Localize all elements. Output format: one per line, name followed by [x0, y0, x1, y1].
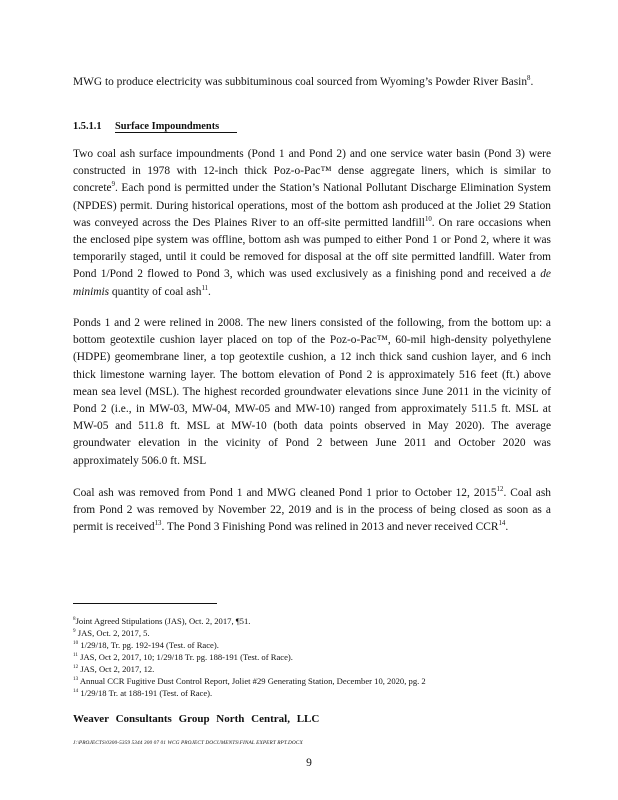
footnote-text: JAS, Oct 2, 2017, 12. [80, 664, 155, 674]
intro-text: MWG to produce electricity was subbituminous coal sourced from Wyoming’s Powder River Basin [73, 76, 528, 88]
footnote-ref: 14 [498, 520, 506, 528]
footnote-text: 1/29/18, Tr. pg. 192-194 (Test. of Race). [80, 640, 219, 650]
intro-paragraph: MWG to produce electricity was subbituminous coal sourced from Wyoming’s Powder River Basin$^8$. [73, 75, 534, 88]
footnote-14 [73, 687, 212, 699]
section-heading [73, 121, 237, 132]
paragraph-ponds-relining [73, 315, 551, 470]
footnote-number: 9 [73, 628, 76, 635]
footnote-number: 10 [73, 640, 79, 647]
footnote-number: 8 [73, 616, 76, 623]
p3-text-b: . Coal ash from Pond 2 was removed by November 22, 2019 and is in the process of being closed as soon as a permit is received [73, 487, 551, 534]
company-name: Weaver Consultants Group North Central, LLC [73, 713, 320, 725]
footnote-ref: 12 [496, 486, 504, 494]
footnote-ref: 10 [424, 216, 432, 224]
footnote-ref: 9 [111, 181, 115, 189]
footnote-number: 14 [73, 688, 79, 695]
footnote-separator [73, 603, 217, 604]
footnote-13 [73, 675, 426, 687]
footnote-8 [73, 615, 250, 627]
p1-text-a: Two coal ash surface impoundments (Pond 1 and Pond 2) and one service water basin (Pond 3) were constructed in 1978 with 12-inch thick Poz-o-Pac™ dense aggregate liners, which is similar to concrete [73, 148, 551, 195]
p3-text-c: . The Pond 3 Finishing Pond was relined in 2013 and never received CCR [161, 521, 499, 534]
footnote-number: 13 [73, 676, 79, 683]
footnote-ref: 13 [154, 520, 162, 528]
p2-text: Ponds 1 and 2 were relined in 2008. The new liners consisted of the following, from the bottom up: a bottom geotextile cushion layer placed on top of the Poz-o-Pac™, 60-mil high-density polyethylene (HDPE) geomembrane liner, a top geotextile cushion, a 12 inch thick sand cushion layer, and 6 inch thick limestone warning layer. The bottom elevation of Pond 2 is approximately 516 feet (ft.) above mean sea level (MSL). The highest recorded groundwater elevations since June 2011 in the vicinity of Pond 2 (i.e., in MW-03, MW-04, MW-05 and MW-10) ranged from approximately 511.5 ft. MSL at MW-05 and 511.8 ft. MSL at MW-10 (both data points observed in May 2020). The average groundwater elevation in the vicinity of Pond 2 between June 2011 and October 2020 was approximately 506.0 ft. MSL [73, 317, 551, 467]
footnote-12 [73, 663, 154, 675]
paragraph-ponds-history: Two coal ash surface impoundments (Pond 1 and Pond 2) and one service water basin (Pond 3) were constructed in 1978 with 12-inch thick Poz-o-Pac™ dense aggregate liners, which is similar to concrete$^9$. Each pond is permitted under the Station’s National Pollutant Discharge Elimination System (NPDES) permit. During historical operations, most of the bottom ash produced at the Joliet 29 Station was conveyed across the Des Plaines River to an off-site permitted landfill$^{10}$. On rare occasions when the enclosed pipe system was offline, bottom ash was pumped to either Pond 1 or Pond 2, where it was temporarily staged, until it could be removed for disposal at the off site permitted landfill. Water from Pond 1/Pond 2 flowed to Pond 3, which was used exclusively as a finishing pond and received a de minimis quantity of coal ash$^{11}$. [73, 148, 551, 298]
footnote-number: 11 [73, 652, 78, 659]
section-title: Surface Impoundments [115, 121, 237, 133]
p3-text-d: . [505, 521, 509, 534]
footnote-text: 1/29/18 Tr. at 188-191 (Test. of Race). [80, 688, 213, 698]
p1-italic-term: de minimis [73, 268, 551, 298]
page-number: 9 [306, 757, 312, 769]
footnote-number: 12 [73, 664, 79, 671]
footnote-text: Joint Agreed Stipulations (JAS), Oct. 2, 2017, ¶51. [75, 616, 251, 626]
p3-text-a: Coal ash was removed from Pond 1 and MWG cleaned Pond 1 prior to October 12, 2015 [73, 487, 497, 499]
p1-text-b: . Each pond is permitted under the Station’s National Pollutant Discharge Elimination System (NPDES) permit. During historical operations, most of the bottom ash produced at the Joliet 29 Station was conveyed across the Des Plaines River to an off-site permitted landfill [73, 182, 551, 229]
p1-text-c: . On rare occasions when the enclosed pipe system was offline, bottom ash was pumped to either Pond 1 or Pond 2, where it was temporarily staged, until it could be removed for disposal at the off site permitted landfill. Water from Pond 1/Pond 2 flowed to Pond 3, which was used exclusively as a finishing pond and received a [73, 216, 551, 281]
footnote-text: Annual CCR Fugitive Dust Control Report, Joliet #29 Generating Station, December 10, 2020, pg. 2 [79, 676, 426, 686]
footnote-10 [73, 639, 219, 651]
paragraph-ash-removal [73, 485, 551, 537]
footnote-11 [73, 651, 293, 663]
file-path: J:\PROJECTS\0300-5359 5344 300 07 01 WCG PROJECT DOCUMENTS\FINAL EXPERT RPT.DOCX [73, 740, 303, 746]
section-number: 1.5.1.1 [73, 121, 102, 132]
footnote-9 [73, 627, 150, 639]
footnote-ref: 8 [527, 75, 531, 83]
p1-text-d: quantity of coal ash [109, 285, 202, 298]
footnote-text: JAS, Oct 2, 2017, 10; 1/29/18 Tr. pg. 188-191 (Test. of Race). [80, 652, 293, 662]
footnote-text: JAS, Oct. 2, 2017, 5. [77, 628, 150, 638]
footnote-ref: 11 [201, 284, 209, 292]
